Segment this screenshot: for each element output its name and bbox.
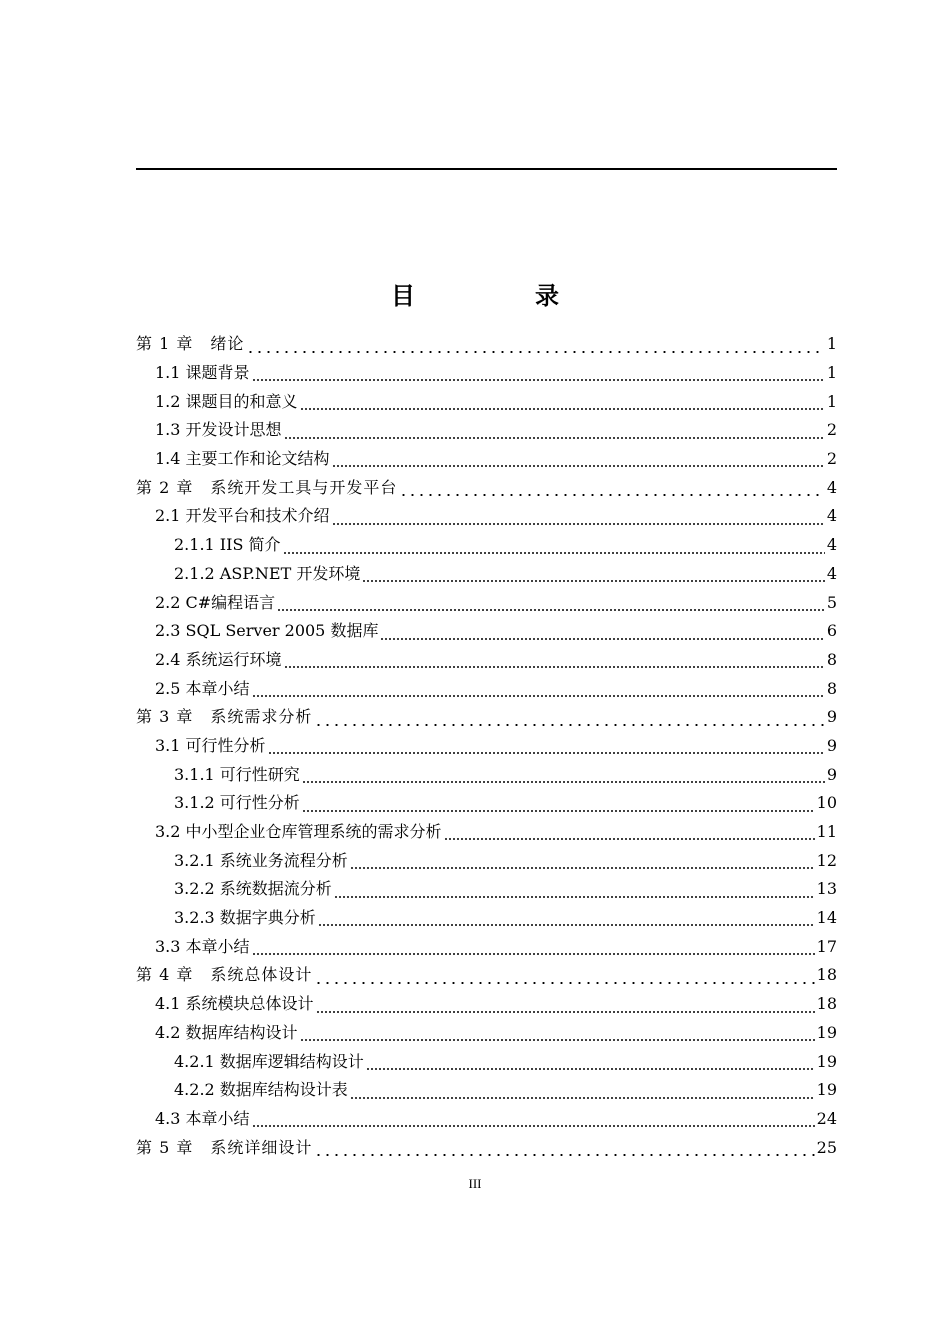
- toc-dot-leader: [332, 465, 825, 467]
- toc-entry-label: 第 3 章 系统需求分析: [136, 707, 313, 727]
- toc-entry-label: 1.1 课题背景: [155, 363, 250, 383]
- toc-dot-leader: [314, 724, 824, 726]
- toc-entry[interactable]: [136, 846, 837, 875]
- toc-dot-leader: [284, 666, 825, 668]
- page-title: 目 录: [391, 282, 607, 310]
- toc-entry-label: 2.5 本章小结: [155, 678, 250, 698]
- toc-dot-leader: [252, 1125, 815, 1127]
- toc-entry[interactable]: [136, 531, 837, 560]
- toc-entry-label: 2.1.1 IIS 简介: [174, 535, 281, 555]
- toc-entry[interactable]: [136, 789, 837, 818]
- toc-entry-page: 18: [816, 965, 837, 985]
- toc-entry[interactable]: [136, 732, 837, 761]
- toc-entry[interactable]: [136, 1105, 837, 1134]
- toc-entry-page: 9: [826, 707, 837, 727]
- toc-entry[interactable]: [136, 617, 837, 646]
- toc-dot-leader: [252, 695, 825, 697]
- toc-dot-leader: [334, 896, 815, 898]
- toc-entry-page: 13: [816, 879, 837, 899]
- toc-entry[interactable]: [136, 330, 837, 359]
- toc-entry[interactable]: [136, 990, 837, 1019]
- toc-entry-label: 1.2 课题目的和意义: [155, 391, 298, 411]
- toc-entry[interactable]: [136, 416, 837, 445]
- toc-entry-label: 第 5 章 系统详细设计: [136, 1137, 313, 1157]
- toc-entry[interactable]: [136, 674, 837, 703]
- toc-entry-label: 3.2.3 数据字典分析: [174, 908, 316, 928]
- toc-entry-label: 4.2.1 数据库逻辑结构设计: [174, 1051, 364, 1071]
- toc-entry[interactable]: [136, 588, 837, 617]
- toc-dot-leader: [284, 437, 825, 439]
- toc-entry[interactable]: [136, 1133, 837, 1162]
- toc-entry[interactable]: [136, 1076, 837, 1105]
- toc-entry-label: 1.4 主要工作和论文结构: [155, 449, 330, 469]
- toc-entry-label: 2.3 SQL Server 2005 数据库: [155, 621, 379, 641]
- toc-entry-page: 2: [826, 420, 837, 440]
- toc-entry-page: 14: [816, 908, 837, 928]
- toc-entry[interactable]: [136, 760, 837, 789]
- toc-entry[interactable]: [136, 1019, 837, 1048]
- toc-dot-leader: [332, 523, 825, 525]
- toc-dot-leader: [362, 580, 824, 582]
- toc-dot-leader: [380, 638, 824, 640]
- toc-entry[interactable]: [136, 961, 837, 990]
- toc-dot-leader: [252, 953, 815, 955]
- toc-entry-page: 12: [816, 850, 837, 870]
- toc-entry[interactable]: [136, 703, 837, 732]
- toc-dot-leader: [444, 838, 815, 840]
- toc-entry[interactable]: [136, 904, 837, 933]
- toc-entry-page: 4: [826, 535, 837, 555]
- toc-entry-page: 24: [816, 1108, 837, 1128]
- toc-entry[interactable]: [136, 560, 837, 589]
- header-rule: [136, 168, 837, 170]
- toc-entry-label: 3.2.1 系统业务流程分析: [174, 850, 348, 870]
- toc-entry[interactable]: [136, 359, 837, 388]
- toc-entry-label: 第 4 章 系统总体设计: [136, 965, 313, 985]
- toc-dot-leader: [302, 781, 825, 783]
- toc-entry-label: 2.4 系统运行环境: [155, 649, 282, 669]
- toc-entry-page: 4: [826, 477, 837, 497]
- toc-dot-leader: [277, 609, 825, 611]
- toc-entry[interactable]: [136, 932, 837, 961]
- toc-entry-label: 第 2 章 系统开发工具与开发平台: [136, 477, 398, 497]
- toc-entry-page: 8: [826, 678, 837, 698]
- toc-dot-leader: [300, 408, 825, 410]
- toc-entry-page: 1: [826, 363, 837, 383]
- toc-dot-leader: [283, 552, 825, 554]
- toc-entry-page: 1: [826, 391, 837, 411]
- toc-dot-leader: [302, 810, 815, 812]
- toc-dot-leader: [318, 924, 815, 926]
- toc-dot-leader: [399, 494, 824, 496]
- toc-entry-page: 5: [826, 592, 837, 612]
- toc-dot-leader: [300, 1039, 815, 1041]
- toc-entry-page: 4: [826, 506, 837, 526]
- toc-entry-page: 17: [816, 936, 837, 956]
- toc-entry-page: 8: [826, 649, 837, 669]
- toc-entry-page: 25: [816, 1137, 837, 1157]
- toc-entry[interactable]: [136, 875, 837, 904]
- toc-entry-page: 19: [816, 1022, 837, 1042]
- toc-entry-page: 9: [826, 764, 837, 784]
- toc-entry-page: 18: [816, 994, 837, 1014]
- toc-entry-page: 2: [826, 449, 837, 469]
- toc-entry[interactable]: [136, 646, 837, 675]
- toc-dot-leader: [366, 1068, 815, 1070]
- toc-entry-label: 2.1.2 ASP.NET 开发环境: [174, 563, 361, 583]
- toc-entry[interactable]: [136, 1047, 837, 1076]
- toc-dot-leader: [350, 867, 815, 869]
- toc-entry-label: 3.2.2 系统数据流分析: [174, 879, 332, 899]
- toc-entry-page: 4: [826, 563, 837, 583]
- toc-entry[interactable]: [136, 818, 837, 847]
- toc-dot-leader: [246, 351, 824, 353]
- toc-entry[interactable]: [136, 445, 837, 474]
- toc-entry-label: 第 1 章 绪论: [136, 334, 245, 354]
- toc-entry-page: 10: [816, 793, 837, 813]
- toc-entry-page: 11: [816, 822, 837, 842]
- toc-entry-page: 6: [826, 621, 837, 641]
- toc-entry-label: 3.2 中小型企业仓库管理系统的需求分析: [155, 822, 442, 842]
- toc-dot-leader: [314, 1154, 814, 1156]
- toc-entry-page: 19: [816, 1051, 837, 1071]
- toc-entry-label: 3.1.2 可行性分析: [174, 793, 300, 813]
- toc-entry-label: 3.3 本章小结: [155, 936, 250, 956]
- page-number: III: [468, 1176, 482, 1191]
- toc-dot-leader: [350, 1097, 815, 1099]
- toc-entry-label: 4.1 系统模块总体设计: [155, 994, 314, 1014]
- toc-dot-leader: [314, 982, 814, 984]
- toc-entry-page: 1: [826, 334, 837, 354]
- toc-dot-leader: [252, 379, 825, 381]
- toc-entry-label: 4.2.2 数据库结构设计表: [174, 1080, 348, 1100]
- toc-dot-leader: [316, 1011, 815, 1013]
- toc-entry-page: 19: [816, 1080, 837, 1100]
- table-of-contents: [136, 330, 837, 1162]
- toc-entry-label: 4.3 本章小结: [155, 1108, 250, 1128]
- toc-entry-label: 4.2 数据库结构设计: [155, 1022, 298, 1042]
- toc-entry-label: 2.1 开发平台和技术介绍: [155, 506, 330, 526]
- toc-entry-page: 9: [826, 735, 837, 755]
- toc-entry-label: 3.1 可行性分析: [155, 735, 266, 755]
- toc-entry-label: 3.1.1 可行性研究: [174, 764, 300, 784]
- toc-entry[interactable]: [136, 502, 837, 531]
- toc-entry[interactable]: [136, 387, 837, 416]
- toc-entry-label: 1.3 开发设计思想: [155, 420, 282, 440]
- toc-entry[interactable]: [136, 473, 837, 502]
- toc-entry-label: 2.2 C#编程语言: [155, 592, 276, 612]
- toc-dot-leader: [268, 752, 825, 754]
